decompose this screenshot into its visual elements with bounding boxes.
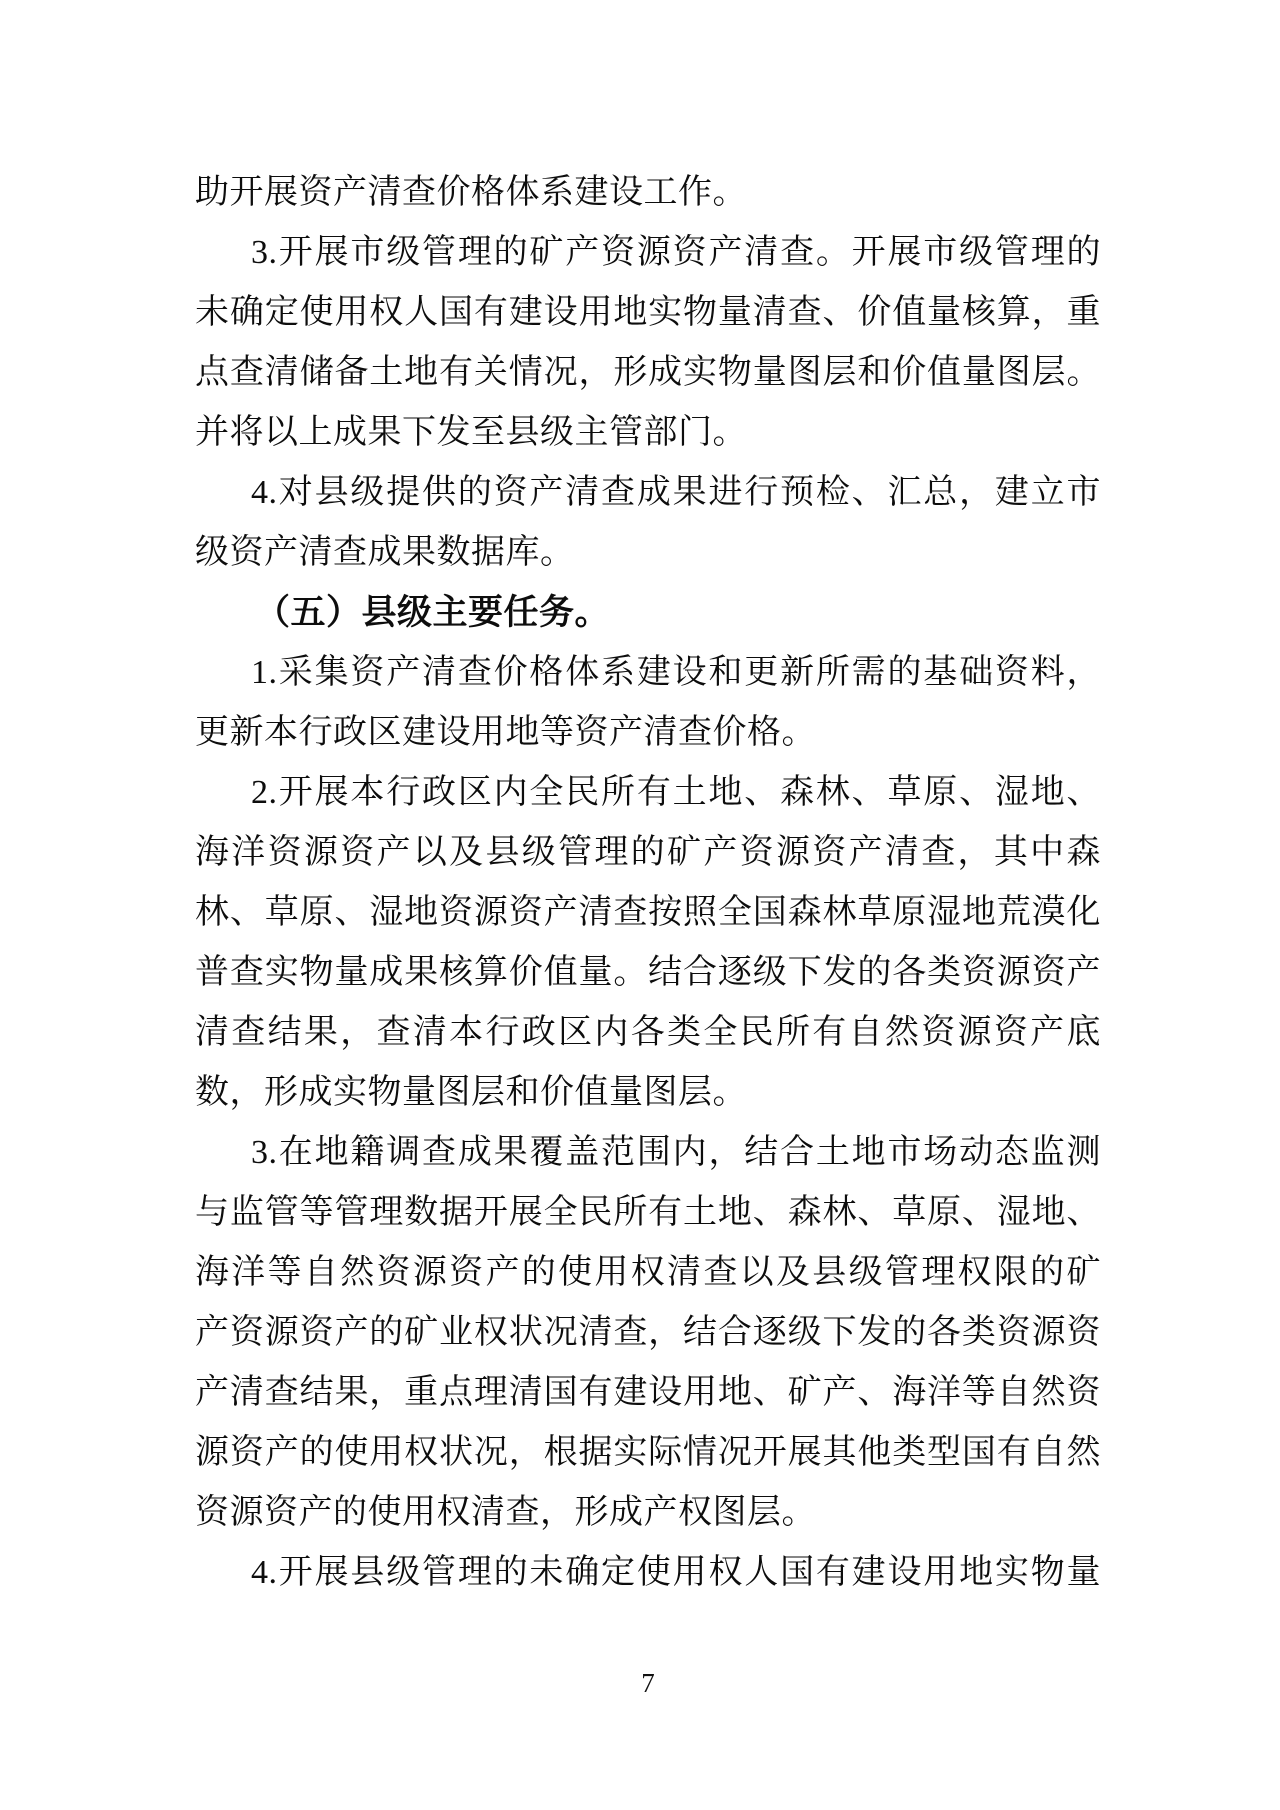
text-line: 产资源资产的矿业权状况清查，结合逐级下发的各类资源资 — [195, 1314, 1101, 1351]
text-line: 普查实物量成果核算价值量。结合逐级下发的各类资源资产 — [195, 954, 1101, 991]
text-line: 级资产清查成果数据库。 — [195, 534, 575, 571]
text-line: 并将以上成果下发至县级主管部门。 — [195, 414, 747, 451]
text-line: 清查结果，查清本行政区内各类全民所有自然资源资产底 — [195, 1014, 1101, 1051]
text-line: 产清查结果，重点理清国有建设用地、矿产、海洋等自然资 — [195, 1374, 1101, 1411]
text-line: 2.开展本行政区内全民所有土地、森林、草原、湿地、 — [251, 774, 1101, 811]
text-line: 海洋等自然资源资产的使用权清查以及县级管理权限的矿 — [195, 1254, 1101, 1291]
text-line: 点查清储备土地有关情况，形成实物量图层和价值量图层。 — [195, 354, 1101, 391]
text-line: 与监管等管理数据开展全民所有土地、森林、草原、湿地、 — [195, 1194, 1101, 1231]
text-line: 源资产的使用权状况，根据实际情况开展其他类型国有自然 — [195, 1434, 1101, 1471]
section-heading: （五）县级主要任务。 — [255, 593, 611, 632]
text-line: 更新本行政区建设用地等资产清查价格。 — [195, 714, 816, 751]
text-line: 1.采集资产清查价格体系建设和更新所需的基础资料， — [251, 654, 1101, 691]
text-line: 资源资产的使用权清查，形成产权图层。 — [195, 1494, 816, 1531]
text-line: 助开展资产清查价格体系建设工作。 — [195, 174, 747, 211]
text-line: 林、草原、湿地资源资产清查按照全国森林草原湿地荒漠化 — [195, 894, 1101, 931]
text-line: 4.开展县级管理的未确定使用权人国有建设用地实物量 — [251, 1554, 1101, 1591]
text-line: 3.在地籍调查成果覆盖范围内，结合土地市场动态监测 — [251, 1134, 1101, 1171]
text-line: 3.开展市级管理的矿产资源资产清查。开展市级管理的 — [251, 234, 1101, 271]
text-line: 海洋资源资产以及县级管理的矿产资源资产清查，其中森 — [195, 834, 1101, 871]
document-body — [195, 163, 1101, 1603]
text-line: 4.对县级提供的资产清查成果进行预检、汇总，建立市 — [251, 474, 1101, 511]
page-number: 7 — [641, 1668, 655, 1698]
text-line: 数，形成实物量图层和价值量图层。 — [195, 1074, 747, 1111]
text-line: 未确定使用权人国有建设用地实物量清查、价值量核算，重 — [195, 294, 1101, 331]
